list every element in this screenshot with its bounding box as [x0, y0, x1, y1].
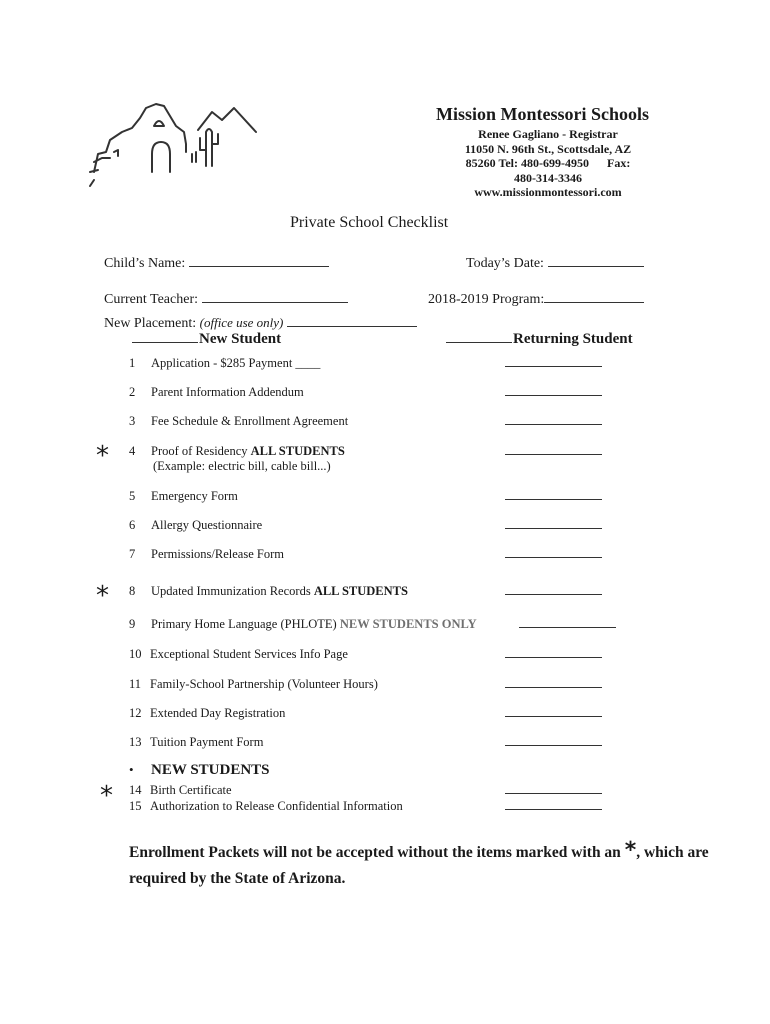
item-label-text: Updated Immunization Records: [151, 584, 314, 598]
enrollment-note: [129, 838, 719, 892]
new-placement-label: New Placement:: [104, 316, 197, 331]
office-use-note: (office use only): [199, 315, 284, 330]
item-check-line[interactable]: [505, 454, 602, 455]
child-name-label: Child’s Name:: [104, 256, 186, 271]
todays-date-line[interactable]: [548, 265, 644, 267]
registrar-line: Renee Gagliano - Registrar: [478, 127, 618, 141]
new-student-line[interactable]: [132, 341, 198, 343]
school-name: Mission Montessori Schools: [436, 104, 650, 124]
item-label: Fee Schedule & Enrollment Agreement: [151, 414, 349, 428]
item-check-line[interactable]: [505, 793, 602, 794]
item-number: 2: [129, 385, 136, 399]
item-number: 3: [129, 414, 136, 428]
item-label: Application - $285 Payment ____: [151, 356, 321, 370]
program-field[interactable]: [428, 292, 644, 308]
returning-student-heading[interactable]: [446, 331, 633, 348]
item-check-line[interactable]: [505, 528, 602, 529]
item-check-line[interactable]: [505, 366, 602, 367]
item-label-emphasis: ALL STUDENTS: [250, 444, 345, 458]
item-number: 4: [129, 444, 136, 458]
item-number: 13: [129, 735, 142, 749]
new-placement-line[interactable]: [287, 325, 417, 327]
school-address: [448, 127, 648, 200]
current-teacher-field[interactable]: [104, 292, 348, 308]
item-number: 10: [129, 647, 142, 661]
asterisk-icon: *: [96, 441, 109, 471]
item-number: 11: [129, 677, 142, 691]
child-name-line[interactable]: [189, 265, 329, 267]
item-check-line[interactable]: [519, 627, 616, 628]
bullet-icon: •: [129, 762, 134, 777]
item-check-line[interactable]: [505, 594, 602, 595]
enrollment-note-text: Enrollment Packets will not be accepted without the items marked with an: [129, 844, 625, 861]
new-students-heading: [129, 762, 270, 779]
item-label: Exceptional Student Services Info Page: [150, 647, 348, 661]
item-label-text: Primary Home Language (PHLOTE): [151, 617, 340, 631]
asterisk-icon: *: [96, 581, 109, 611]
returning-student-label: Returning Student: [513, 331, 633, 347]
item-label: Family-School Partnership (Volunteer Hours): [150, 677, 378, 691]
new-students-label: NEW STUDENTS: [151, 762, 270, 778]
item-label: Authorization to Release Confidential Information: [150, 799, 403, 813]
program-label: 2018-2019 Program:: [428, 292, 545, 307]
fax-line: 480-314-3346: [514, 170, 582, 185]
item-number: 7: [129, 547, 136, 561]
item-label: [151, 584, 408, 599]
item-label: Emergency Form: [151, 489, 238, 503]
item-check-line[interactable]: [505, 499, 602, 500]
item-check-line[interactable]: [505, 657, 602, 658]
item-label: Permissions/Release Form: [151, 547, 284, 561]
phone-line: 85260 Tel: 480-699-4950 Fax:: [465, 156, 631, 170]
item-label: Tuition Payment Form: [150, 735, 264, 749]
new-placement-field[interactable]: [104, 315, 417, 332]
item-number: 15: [129, 799, 142, 813]
item-label-emphasis: NEW STUDENTS ONLY: [339, 617, 477, 631]
todays-date-label: Today’s Date:: [466, 256, 544, 271]
returning-student-line[interactable]: [446, 341, 512, 343]
item-check-line[interactable]: [505, 395, 602, 396]
child-name-field[interactable]: [104, 256, 329, 272]
item-label: Allergy Questionnaire: [151, 518, 263, 532]
item-number: 9: [129, 617, 136, 631]
item-number: 12: [129, 706, 142, 720]
current-teacher-label: Current Teacher:: [104, 292, 198, 307]
item-label: Birth Certificate: [150, 783, 232, 797]
item-number: 5: [129, 489, 136, 503]
current-teacher-line[interactable]: [202, 301, 348, 303]
item-check-line[interactable]: [505, 557, 602, 558]
asterisk-icon: *: [624, 838, 637, 863]
item-label: Extended Day Registration: [150, 706, 286, 720]
item-sublabel: (Example: electric bill, cable bill...): [153, 459, 331, 473]
item-check-line[interactable]: [505, 745, 602, 746]
asterisk-icon: *: [100, 781, 113, 811]
todays-date-field[interactable]: [466, 256, 644, 272]
item-check-line[interactable]: [505, 809, 602, 810]
document-title: Private School Checklist: [290, 214, 449, 231]
item-check-line[interactable]: [505, 716, 602, 717]
item-number: 1: [129, 356, 136, 370]
new-student-label: New Student: [199, 331, 282, 347]
item-number: 6: [129, 518, 136, 532]
item-label: [151, 617, 477, 632]
item-label-text: Proof of Residency: [151, 444, 251, 458]
school-logo: [88, 92, 258, 188]
new-student-heading[interactable]: [132, 331, 281, 348]
item-label-emphasis: ALL STUDENTS: [313, 584, 408, 598]
item-number: 8: [129, 584, 136, 598]
program-line[interactable]: [544, 301, 644, 303]
item-number: 14: [129, 783, 142, 797]
item-check-line[interactable]: [505, 687, 602, 688]
item-label: Parent Information Addendum: [151, 385, 304, 399]
street-line: 11050 N. 96th St., Scottsdale, AZ: [464, 141, 632, 156]
website-line: www.missionmontessori.com: [474, 185, 622, 199]
item-check-line[interactable]: [505, 424, 602, 425]
enrollment-note-text-end: , which are required by the State of Arizona.: [129, 844, 709, 887]
item-label: [151, 444, 345, 459]
